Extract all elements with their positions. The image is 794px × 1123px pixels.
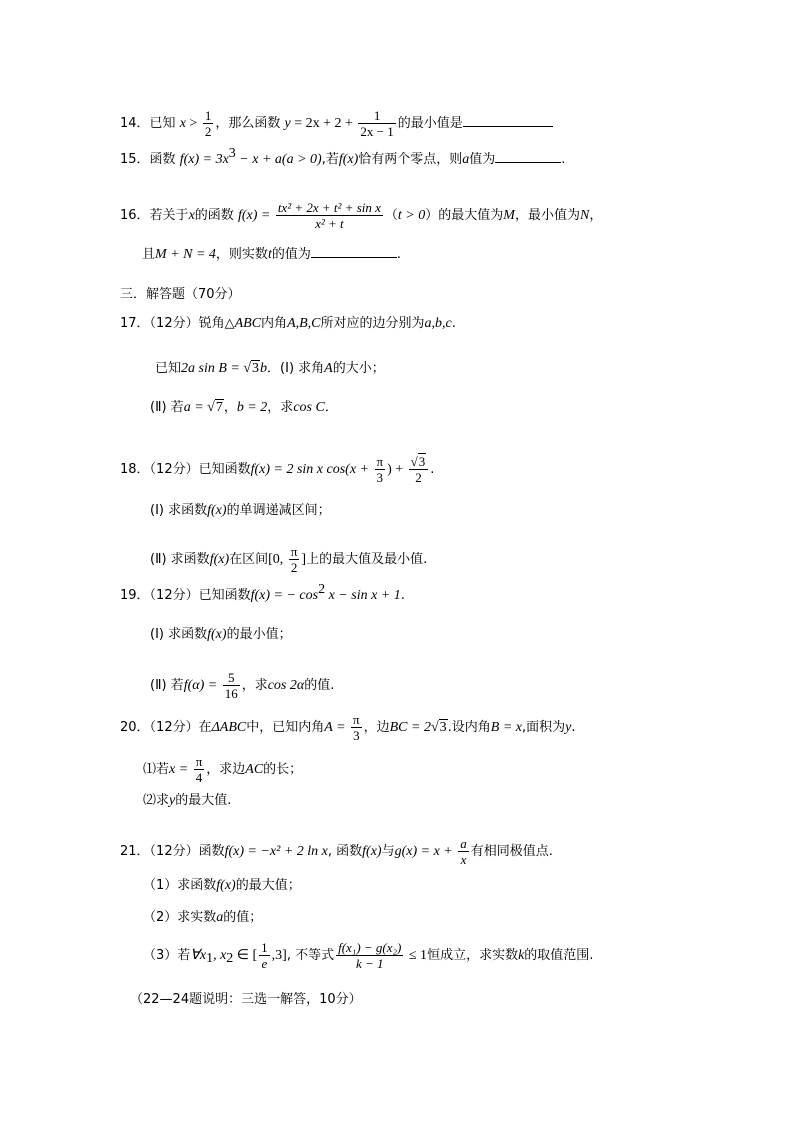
- section-note: （22—24题说明：三选一解答，10分）: [130, 992, 362, 1007]
- question-16-line-2: 且M + N = 4，则实数t的值为 .: [142, 247, 401, 262]
- question-21-part-1: （1）求函数f(x)的最大值；: [143, 878, 301, 893]
- question-17: 17．（12分）锐角△ABC内角A,B,C所对应的边分别为a,b,c.: [120, 316, 456, 331]
- fraction: $\frac{\text{tx² + 2x + t² + sin x}}{\text{x² + t}}$: [277, 200, 381, 231]
- question-18: 18．（12分）已知函数f(x) = 2 sin x cos(x + $\frac{\pi}{3}$ ) + $\frac{√3}{2}$ .: [120, 454, 435, 485]
- fraction: $\frac{1}{2x - 1}$: [360, 108, 394, 139]
- section-heading: 三．解答题（70分）: [120, 287, 241, 302]
- question-21-part-2: （2）求实数a的值；: [143, 910, 263, 925]
- answer-blank[interactable]: [463, 114, 553, 127]
- fraction: $\frac{5}{16}$: [224, 670, 238, 701]
- fraction: $\frac{1}{e}$: [261, 940, 268, 971]
- question-16: 16．若关于x的函数 f(x) = $\frac{\text{tx² + 2x + t² + sin x}}{\text{x² + t}}$ （t > 0）的最大值为M，最小值为N，: [120, 200, 603, 231]
- fraction: $\frac{\pi}{3}$: [376, 454, 384, 485]
- question-20-part-2: ⑵求y的最大值.: [143, 793, 232, 808]
- question-21-part-3: （3）若$\forall x_1$, $x_2$ ∈ [ $\frac{1}{e}$ ,3], 不等式 $\frac{\text{f(x₁) − g(x₂)}}{k - 1}$ ≤ 1恒成立，求实数k的取值范围.: [143, 940, 594, 971]
- question-19: 19．（12分）已知函数f(x) = − $\cos^2 x - \sin x + 1$.: [120, 582, 405, 603]
- fraction: $\frac{\pi}{3}$: [353, 712, 360, 743]
- fraction: $\frac{\pi}{2}$: [290, 544, 298, 575]
- fraction: $\frac{√3}{2}$: [409, 454, 429, 485]
- question-21: 21．（12分）函数f(x) = −x² + 2 ln x, 函数f(x)与g(x) = x + $\frac{a}{x}$ 有相同极值点.: [120, 836, 553, 867]
- question-14: 14．已知 x > $\frac{1}{2}$ ，那么函数 y = 2x + 2 + $\frac{1}{2x - 1}$ 的最小值是: [120, 108, 553, 139]
- question-18-part-2: (Ⅱ) 求函数f(x)在区间[0, $\frac{\pi}{2}$ ]上的最大值及最小值.: [150, 544, 428, 575]
- question-15: 15．函数 $f(x) = 3x^3 - x + a(a > 0)$,若f(x)恰有两个零点，则a值为 .: [120, 146, 566, 167]
- question-20-part-1: ⑴若x = $\frac{\pi}{4}$ ，求边AC的长；: [143, 754, 303, 785]
- fraction: $\frac{a}{x}$: [460, 836, 467, 867]
- answer-blank[interactable]: [495, 150, 561, 163]
- fraction: $\frac{\text{f(x₁) − g(x₂)}}{k - 1}$: [338, 940, 402, 971]
- question-19-part-1: (Ⅰ) 求函数f(x)的最小值；: [150, 627, 292, 642]
- question-20: 20．（12分）在ΔABC中，已知内角A = $\frac{\pi}{3}$ ，边BC = 2√3.设内角B = x,面积为y.: [120, 712, 576, 743]
- fraction: $\frac{\pi}{4}$: [195, 754, 203, 785]
- question-18-part-1: (Ⅰ) 求函数f(x)的单调递减区间；: [150, 503, 331, 518]
- fraction: $\frac{1}{2}$: [204, 108, 212, 139]
- answer-blank[interactable]: [311, 245, 397, 258]
- question-17-part-2: (Ⅱ) 若a = √7，b = 2，求cos C．: [150, 400, 338, 415]
- question-17-line-2: 已知2a sin B = √3b．(Ⅰ) 求角A的大小；: [155, 361, 385, 376]
- question-19-part-2: (Ⅱ) 若f(α) = $\frac{5}{16}$ ，求cos 2α的值.: [150, 670, 335, 701]
